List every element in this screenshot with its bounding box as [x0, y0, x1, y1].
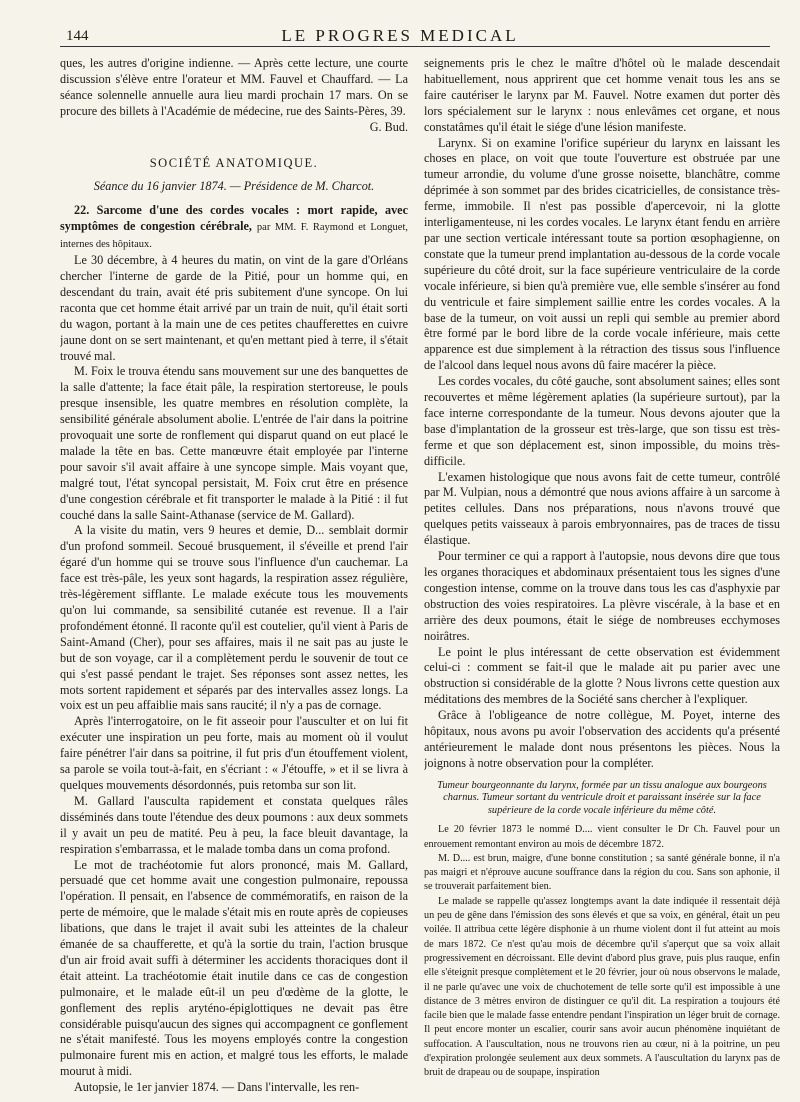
paragraph: M. Gallard l'ausculta rapidement et constata quelques râles disséminés dans toute l'étendue des deux poumons : aux deux sommets il y avait un peu de matité. Peu à peu, la face bleuit davantage, la respiration s'embarrassa, et le malade tomba dans un coma profond. — [60, 793, 408, 856]
paragraph: Grâce à l'obligeance de notre collègue, M. Poyet, interne des hôpitaux, nous avons pu avoir l'observation des accidents qu'a présenté antérieurement le malade dont nous présentons les pièces. Nous la joignons à notre observation pour la compléter. — [424, 708, 780, 770]
small-paragraph: Le malade se rappelle qu'assez longtemps avant la date indiquée il ressentait déjà un peu de gêne dans l'émission des sons élevés et que sa voix, en général, était un peu voilée. Il attribua cette légère disphonie à un rhume violent dont il fut atteint au mois de mars 1872. Ce n'est qu'au mois de décembre qu'il s'aperçut que sa voix allait progressivement en décroissant. Elle devint d'abord plus grave, puis plus rauque, enfin elle s'éteignit presque complètement et le 20 février, jour où nous observons le malade, il ne parle qu'avec une voix de chuchotement de telle sorte qu'il est impossible à une distance de 3 mètres environ de distinguer ce qu'il dit. La respiration a toujours été facile bien que le malade fasse entendre pendant l'inspiration un léger bruit de cornage. Il peut encore monter un escalier, courir sans avoir aucun phénomène inquiétant de suffocation. A l'auscultation, nous ne trouvons rien au cœur, ni à la poitrine, un peu d'expiration prolongée seulement aux deux sommets. A l'auscultation du larynx pas de bruit de drapeau ou de soupape, inspiration — [424, 895, 780, 1079]
paragraph: A la visite du matin, vers 9 heures et demie, D... semblait dormir d'un profond sommeil. Secoué brusquement, il s'éveille et prend l'air égaré d'un homme qui se trouve sous l'influence d'un cauchemar. La face est très-pâle, les yeux sont hagards, la respiration assez régulière, très-légèrement sifflante. Le malade exécute tous les mouvements qu'on lui commande, sa sensibilité cutanée est revenue. Il a l'air profondément étonné. Il raconte qu'il est coutelier, qu'il vient à Paris de Saint-Amand (Cher), pour ses affaires, mais il ne sait pas au juste le but de son voyage, car il a complètement perdu le souvenir de tout ce qui s'est passé pendant le trajet. Ses réponses sont assez nettes, les mots sortent rapidement et séparés par des intervalles assez longs. La voix est un peu affaiblie mais sans raucité; il n'y a pas de cornage. — [60, 523, 408, 713]
paragraph: L'examen histologique que nous avons fait de cette tumeur, contrôlé par M. Vulpian, nous a démontré que nous avions affaire à un sarcome à petites cellules. Dans nos préparations, nous n'avons trouvé que quelques petits vaisseaux à parois embryonnaires, pas de traces de tissu élastique. — [424, 469, 780, 548]
paragraph: Le point le plus intéressant de cette observation est évidemment celui-ci : comment se fait-il que le malade ait pu parier avec une obstruction si considérable de la glotte ? Nous livrons cette question aux méditations des membres de la Société sans chercher à l'expliquer. — [424, 644, 780, 707]
paragraph: Le mot de trachéotomie fut alors prononcé, mais M. Gallard, persuadé que cet homme avait une congestion pulmonaire, repoussa l'opération. Il pensait, en l'absence de commémoratifs, en raison de la perte de mémoire, que le malade s'était mis en route après de copieuses libations, que dans le trajet il avait subi les atteintes de la chaleur émanée de sa chaufferette, et qu'à la sortie du train, l'action brusque d'un air froid avait suffi à déterminer les accidents thoraciques dont il était atteint. La trachéotomie était inutile dans ce cas de congestion pulmonaire, et le malade eût-il un peu d'œdème de la glotte, le gonflement des replis aryténo-épiglottiques ne devait pas être considérable puisqu'aucun des signes qui accompagnent ce gonflement ne s'était manifesté. Tous les moyens employés contre la congestion pulmonaire furent mis en action, et malgré tous les efforts, le malade mourut à midi. — [60, 857, 408, 1079]
small-paragraph: M. D.... est brun, maigre, d'une bonne constitution ; sa santé générale bonne, il n'a pas maigri et n'éprouve aucune souffrance dans la région du cou. Sans son aphonie, il se trouverait parfaitement bien. — [424, 852, 780, 893]
session-line: Séance du 16 janvier 1874. — Présidence de M. Charcot. — [93, 179, 375, 194]
header-rule — [60, 46, 770, 47]
observation-title: Tumeur bourgeonnante du larynx, formée par un tissu analogue aux bourgeons charnus. Tumeur sortant du ventricule droit et paraissant insérée sur la face supérieure de la corde vocale inférieure du même côté. — [437, 779, 767, 816]
paragraph: Après l'interrogatoire, on le fit asseoir pour l'ausculter et on lui fit exécuter une inspiration un peu forte, mais au moment où il voulut faire pénétrer l'air dans sa poitrine, il fut pris d'un étouffement violent, sa parole se voila tout-à-fait, en s'écriant : « J'étouffe, » et il se livra à quelques mouvements désordonnés, puis retomba sur son lit. — [60, 714, 408, 792]
paragraph: Le 30 décembre, à 4 heures du matin, on vint de la gare d'Orléans chercher l'interne de garde de la Pitié, pour un homme qui, en descendant du train, avait été pris subitement d'une syncope. On lui raconta que cet homme était arrivé par un train de nuit, qu'il était sorti du wagon, portant à la main une de ces petites chaufferettes en cuivre jaune dont on se sert maintenant, et qu'en mettant pied à terre, il s'était trouvé mal. — [60, 253, 408, 363]
small-paragraph: Le 20 février 1873 le nommé D.... vient consulter le Dr Ch. Fauvel pour un enrouement remontant environ au mois de décembre 1872. — [424, 824, 780, 850]
paragraph: M. Foix le trouva étendu sans mouvement sur une des banquettes de la salle d'attente; la face était pâle, la respiration stertoreuse, le pouls presque insensible, les quatre membres en résolution complète, la sensibilité générale absolument abolie. L'entrée de l'air dans la poitrine provoquait une sorte de ronflement qui disparut quand on eut placé le malade la tête en bas. Cette manœuvre était employée par l'interne pour savoir s'il avait affaire à une syncope simple. Mais voyant que, malgré tout, l'état syncopal persistait, M. Foix crut être en présence d'une congestion cérébrale et fit transporter le malade à la Pitié : il fut couché dans la salle Saint-Athanase (service de M. Gallard). — [60, 364, 408, 522]
paragraph: seignements pris le chez le maître d'hôtel où le malade descendait habituellement, nous apprirent que cet homme venait tous les ans se faire cautériser le larynx par M. Fauvel. Notre examen dut porter dès lors spécialement sur le larynx : nous enlevâmes cet organe, et nous constatâmes qu'il était le siége d'une lésion manifeste. — [424, 56, 780, 134]
page-number: 144 — [66, 28, 89, 44]
paragraph: Autopsie, le 1er janvier 1874. — Dans l'intervalle, les ren- — [74, 1080, 360, 1095]
author-signature: G. Bud. — [369, 119, 408, 134]
running-title: LE PROGRES MEDICAL — [281, 26, 519, 45]
case-title: Sarcome d'une des cordes vocales : mort rapide, avec symptômes de congestion cérébrale, — [60, 203, 408, 234]
paragraph: Pour terminer ce qui a rapport à l'autopsie, nous devons dire que tous les organes thoraciques et abdominaux présentaient tous les signes d'une congestion intense, comme on la trouve dans tous les cas d'asphyxie par obstruction des voies respiratoires. La plèvre viscérale, à la base et en arrière des deux poumons, était le siége de nombreuses ecchymoses noirâtres. — [424, 549, 780, 643]
paragraph: Larynx. Si on examine l'orifice supérieur du larynx en laissant les choses en place, on voit que toute l'ouverture est obstruée par une tumeur arrondie, du volume d'une grosse noisette, blanchâtre, comme déprimée à son sommet par des brides cicatricielles, de consistance très-ferme, immobile. Il n'est pas possible d'apercevoir, ni la glotte interligamenteuse, ni les cordes vocales. Le larynx étant fendu en arrière par une section verticale intéressant toute sa portion œsophagienne, on constate que la tumeur prend implantation au-dessous de la corde vocale supérieure du côté droit, sur la face supérieure ventriculaire de la corde vocale inférieure, si bien qu'à première vue, elle semble s'insérer au fond du ventricule et faire simplement saillie entre les cordes vocales. A la base de la tumeur, on voit aussi un repli qui semble au premier abord être formé par le bord libre de la corde vocale inférieure, mais cette apparence est due simplement à la rétraction des tissus sous l'influence de l'alcool dans lequel nous avons dû faire macérer la pièce. — [424, 135, 780, 373]
case-authors: par MM. F. Raymond et Longuet, internes des hôpitaux. — [60, 222, 408, 251]
left-column — [60, 56, 408, 1096]
case-number: 22. — [74, 203, 90, 218]
right-column — [424, 56, 780, 1096]
academy-report-end: ques, les autres d'origine indienne. — Après cette lecture, une courte discussion s'élève entre l'orateur et MM. Fauvel et Chauffard. — La séance solennelle annuelle aura lieu mardi prochain 17 mars. On se procure des billets à l'Académie de médecine, rue des Saints-Pères, 39. — [60, 56, 408, 118]
page-header — [30, 6, 770, 46]
observation-body — [424, 823, 780, 1080]
case-heading — [60, 203, 408, 253]
paragraph: Les cordes vocales, du côté gauche, sont absolument saines; elles sont recouvertes et même légèrement aplaties (la supérieure surtout), par la face interne correspondante de la tumeur. Nous devons ajouter que la base d'implantation de la grosseur est très-large, que son tissu est très-ferme et que son déplacement est, sinon impossible, du moins très-difficile. — [424, 374, 780, 468]
section-title: SOCIÉTÉ ANATOMIQUE. — [149, 155, 319, 170]
